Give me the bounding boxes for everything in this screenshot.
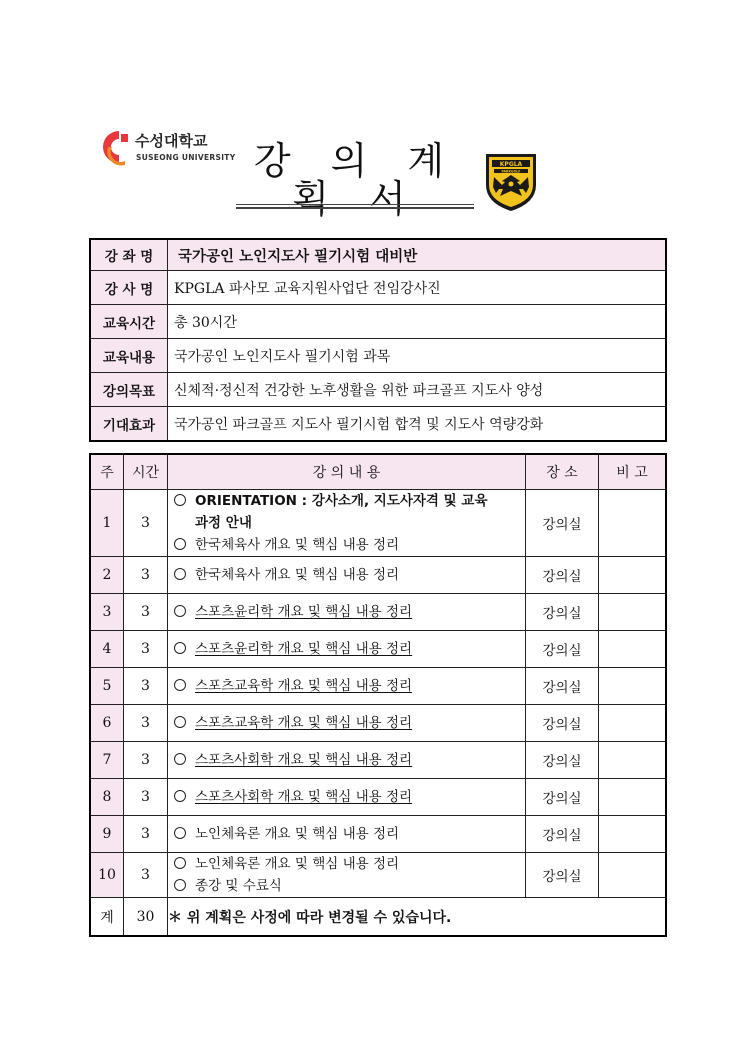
content-cell: [168, 668, 526, 705]
bullet-circle-icon: [174, 538, 186, 550]
university-logo: [103, 128, 238, 170]
bullet-circle-icon: [174, 679, 186, 691]
content-line: [174, 564, 525, 586]
table-row: [90, 816, 666, 853]
course-info-table: [89, 238, 667, 442]
week-cell: 7: [90, 742, 124, 779]
remarks-cell: [599, 779, 667, 816]
info-value: 국가공인 파크골프 지도사 필기시험 합격 및 지도사 역량강화: [168, 407, 667, 442]
week-cell: 8: [90, 779, 124, 816]
table-row: [90, 853, 666, 898]
remarks-cell: [599, 594, 667, 631]
remarks-cell: [599, 557, 667, 594]
location-cell: 강의실: [526, 668, 599, 705]
content-text: 스포츠사회학 개요 및 핵심 내용 정리: [195, 789, 413, 805]
bullet-circle-icon: [174, 827, 186, 839]
content-line: [174, 490, 525, 512]
university-logo-mark: [103, 128, 133, 170]
schedule-note: ＊ 위 계획은 사정에 따라 변경될 수 있습니다.: [168, 898, 667, 937]
hours-cell: 3: [124, 853, 168, 898]
header-week: 주: [90, 454, 124, 490]
bullet-circle-icon: [174, 642, 186, 654]
content-line: [174, 823, 525, 845]
hours-cell: 3: [124, 557, 168, 594]
content-text: 종강 및 수료식: [195, 878, 282, 894]
week-cell: 6: [90, 705, 124, 742]
badge-subtext: PARKGOLF: [501, 169, 521, 174]
content-line: [174, 749, 525, 771]
hours-cell: 3: [124, 631, 168, 668]
content-text: 스포츠교육학 개요 및 핵심 내용 정리: [195, 678, 413, 694]
content-text: 노인체육론 개요 및 핵심 내용 정리: [195, 856, 400, 872]
week-cell: 10: [90, 853, 124, 898]
header-content: 강 의 내 용: [168, 454, 526, 490]
location-cell: 강의실: [526, 631, 599, 668]
content-line: [174, 875, 525, 897]
location-cell: 강의실: [526, 705, 599, 742]
bullet-circle-icon: [174, 716, 186, 728]
week-cell: 2: [90, 557, 124, 594]
table-row: [90, 557, 666, 594]
location-cell: 강의실: [526, 594, 599, 631]
content-cell: [168, 853, 526, 898]
info-value: 국가공인 노인지도사 필기시험 과목: [168, 339, 667, 373]
total-label: 계: [90, 898, 124, 937]
info-value: 신체적·정신적 건강한 노후생활을 위한 파크골프 지도사 양성: [168, 373, 667, 407]
table-row: [90, 594, 666, 631]
hours-cell: 3: [124, 668, 168, 705]
content-cell: [168, 631, 526, 668]
week-cell: 3: [90, 594, 124, 631]
content-cell: [168, 816, 526, 853]
content-cell: [168, 742, 526, 779]
table-row: [90, 668, 666, 705]
table-row: [90, 490, 666, 557]
title-underline: [236, 204, 474, 205]
location-cell: 강의실: [526, 557, 599, 594]
info-label: 교육시간: [90, 305, 168, 339]
content-cell: [168, 557, 526, 594]
content-text: ORIENTATION : 강사소개, 지도사자격 및 교육: [195, 493, 488, 509]
location-cell: 강의실: [526, 816, 599, 853]
schedule-header-row: [90, 454, 666, 490]
bullet-circle-icon: [174, 753, 186, 765]
schedule-table: [89, 453, 667, 937]
week-cell: 1: [90, 490, 124, 557]
content-text: 한국체육사 개요 및 핵심 내용 정리: [195, 537, 400, 553]
bullet-circle-icon: [174, 605, 186, 617]
location-cell: 강의실: [526, 779, 599, 816]
content-line: [174, 853, 525, 875]
table-row: [90, 705, 666, 742]
remarks-cell: [599, 705, 667, 742]
remarks-cell: [599, 853, 667, 898]
info-row-content: [90, 339, 666, 373]
hours-cell: 3: [124, 779, 168, 816]
total-hours: 30: [124, 898, 168, 937]
content-cell: [168, 594, 526, 631]
header-hours: 시간: [124, 454, 168, 490]
content-text: 노인체육론 개요 및 핵심 내용 정리: [195, 826, 400, 842]
university-name-en: SUSEONG UNIVERSITY: [136, 153, 236, 162]
kpgla-badge-logo: [484, 151, 538, 213]
total-row: [90, 898, 666, 937]
hours-cell: 3: [124, 742, 168, 779]
info-label: 강 사 명: [90, 271, 168, 305]
week-cell: 4: [90, 631, 124, 668]
content-line: 과정 안내: [195, 515, 252, 531]
content-cell: [168, 779, 526, 816]
content-text: 스포츠사회학 개요 및 핵심 내용 정리: [195, 752, 413, 768]
info-value: KPGLA 파사모 교육지원사업단 전임강사진: [168, 271, 667, 305]
content-line: [174, 534, 525, 556]
hours-cell: 3: [124, 490, 168, 557]
content-text: 스포츠윤리학 개요 및 핵심 내용 정리: [195, 604, 413, 620]
content-line: [174, 601, 525, 623]
badge-text: KPGLA: [499, 161, 523, 168]
info-label: 강 좌 명: [90, 239, 168, 271]
location-cell: 강의실: [526, 853, 599, 898]
university-name: 수성대학교: [135, 132, 208, 150]
content-line: [174, 712, 525, 734]
info-label: 기대효과: [90, 407, 168, 442]
title-underline-thick: [236, 207, 474, 209]
info-label: 교육내용: [90, 339, 168, 373]
remarks-cell: [599, 631, 667, 668]
content-line: [174, 675, 525, 697]
remarks-cell: [599, 742, 667, 779]
content-line: [174, 786, 525, 808]
table-row: [90, 631, 666, 668]
week-cell: 5: [90, 668, 124, 705]
header-location: 장 소: [526, 454, 599, 490]
content-text: 한국체육사 개요 및 핵심 내용 정리: [195, 567, 400, 583]
location-cell: 강의실: [526, 490, 599, 557]
info-row-hours: [90, 305, 666, 339]
bullet-circle-icon: [174, 790, 186, 802]
page-title: 강 의 계 획 서: [253, 139, 459, 221]
week-cell: 9: [90, 816, 124, 853]
bullet-circle-icon: [174, 494, 186, 506]
info-row-goal: [90, 373, 666, 407]
content-text: 스포츠윤리학 개요 및 핵심 내용 정리: [195, 641, 413, 657]
table-row: [90, 742, 666, 779]
header-remarks: 비 고: [599, 454, 667, 490]
remarks-cell: [599, 668, 667, 705]
bullet-circle-icon: [174, 879, 186, 891]
hours-cell: 3: [124, 816, 168, 853]
info-row-course-name: [90, 239, 666, 271]
table-row: [90, 779, 666, 816]
hours-cell: 3: [124, 594, 168, 631]
location-cell: 강의실: [526, 742, 599, 779]
info-value: 국가공인 노인지도사 필기시험 대비반: [168, 239, 667, 271]
content-cell: [168, 490, 526, 557]
hours-cell: 3: [124, 705, 168, 742]
bullet-circle-icon: [174, 857, 186, 869]
content-line: [174, 638, 525, 660]
content-cell: [168, 705, 526, 742]
info-label: 강의목표: [90, 373, 168, 407]
info-value: 총 30시간: [168, 305, 667, 339]
remarks-cell: [599, 490, 667, 557]
bullet-circle-icon: [174, 568, 186, 580]
info-row-instructor: [90, 271, 666, 305]
info-row-expected-effect: [90, 407, 666, 442]
content-text: 스포츠교육학 개요 및 핵심 내용 정리: [195, 715, 413, 731]
remarks-cell: [599, 816, 667, 853]
